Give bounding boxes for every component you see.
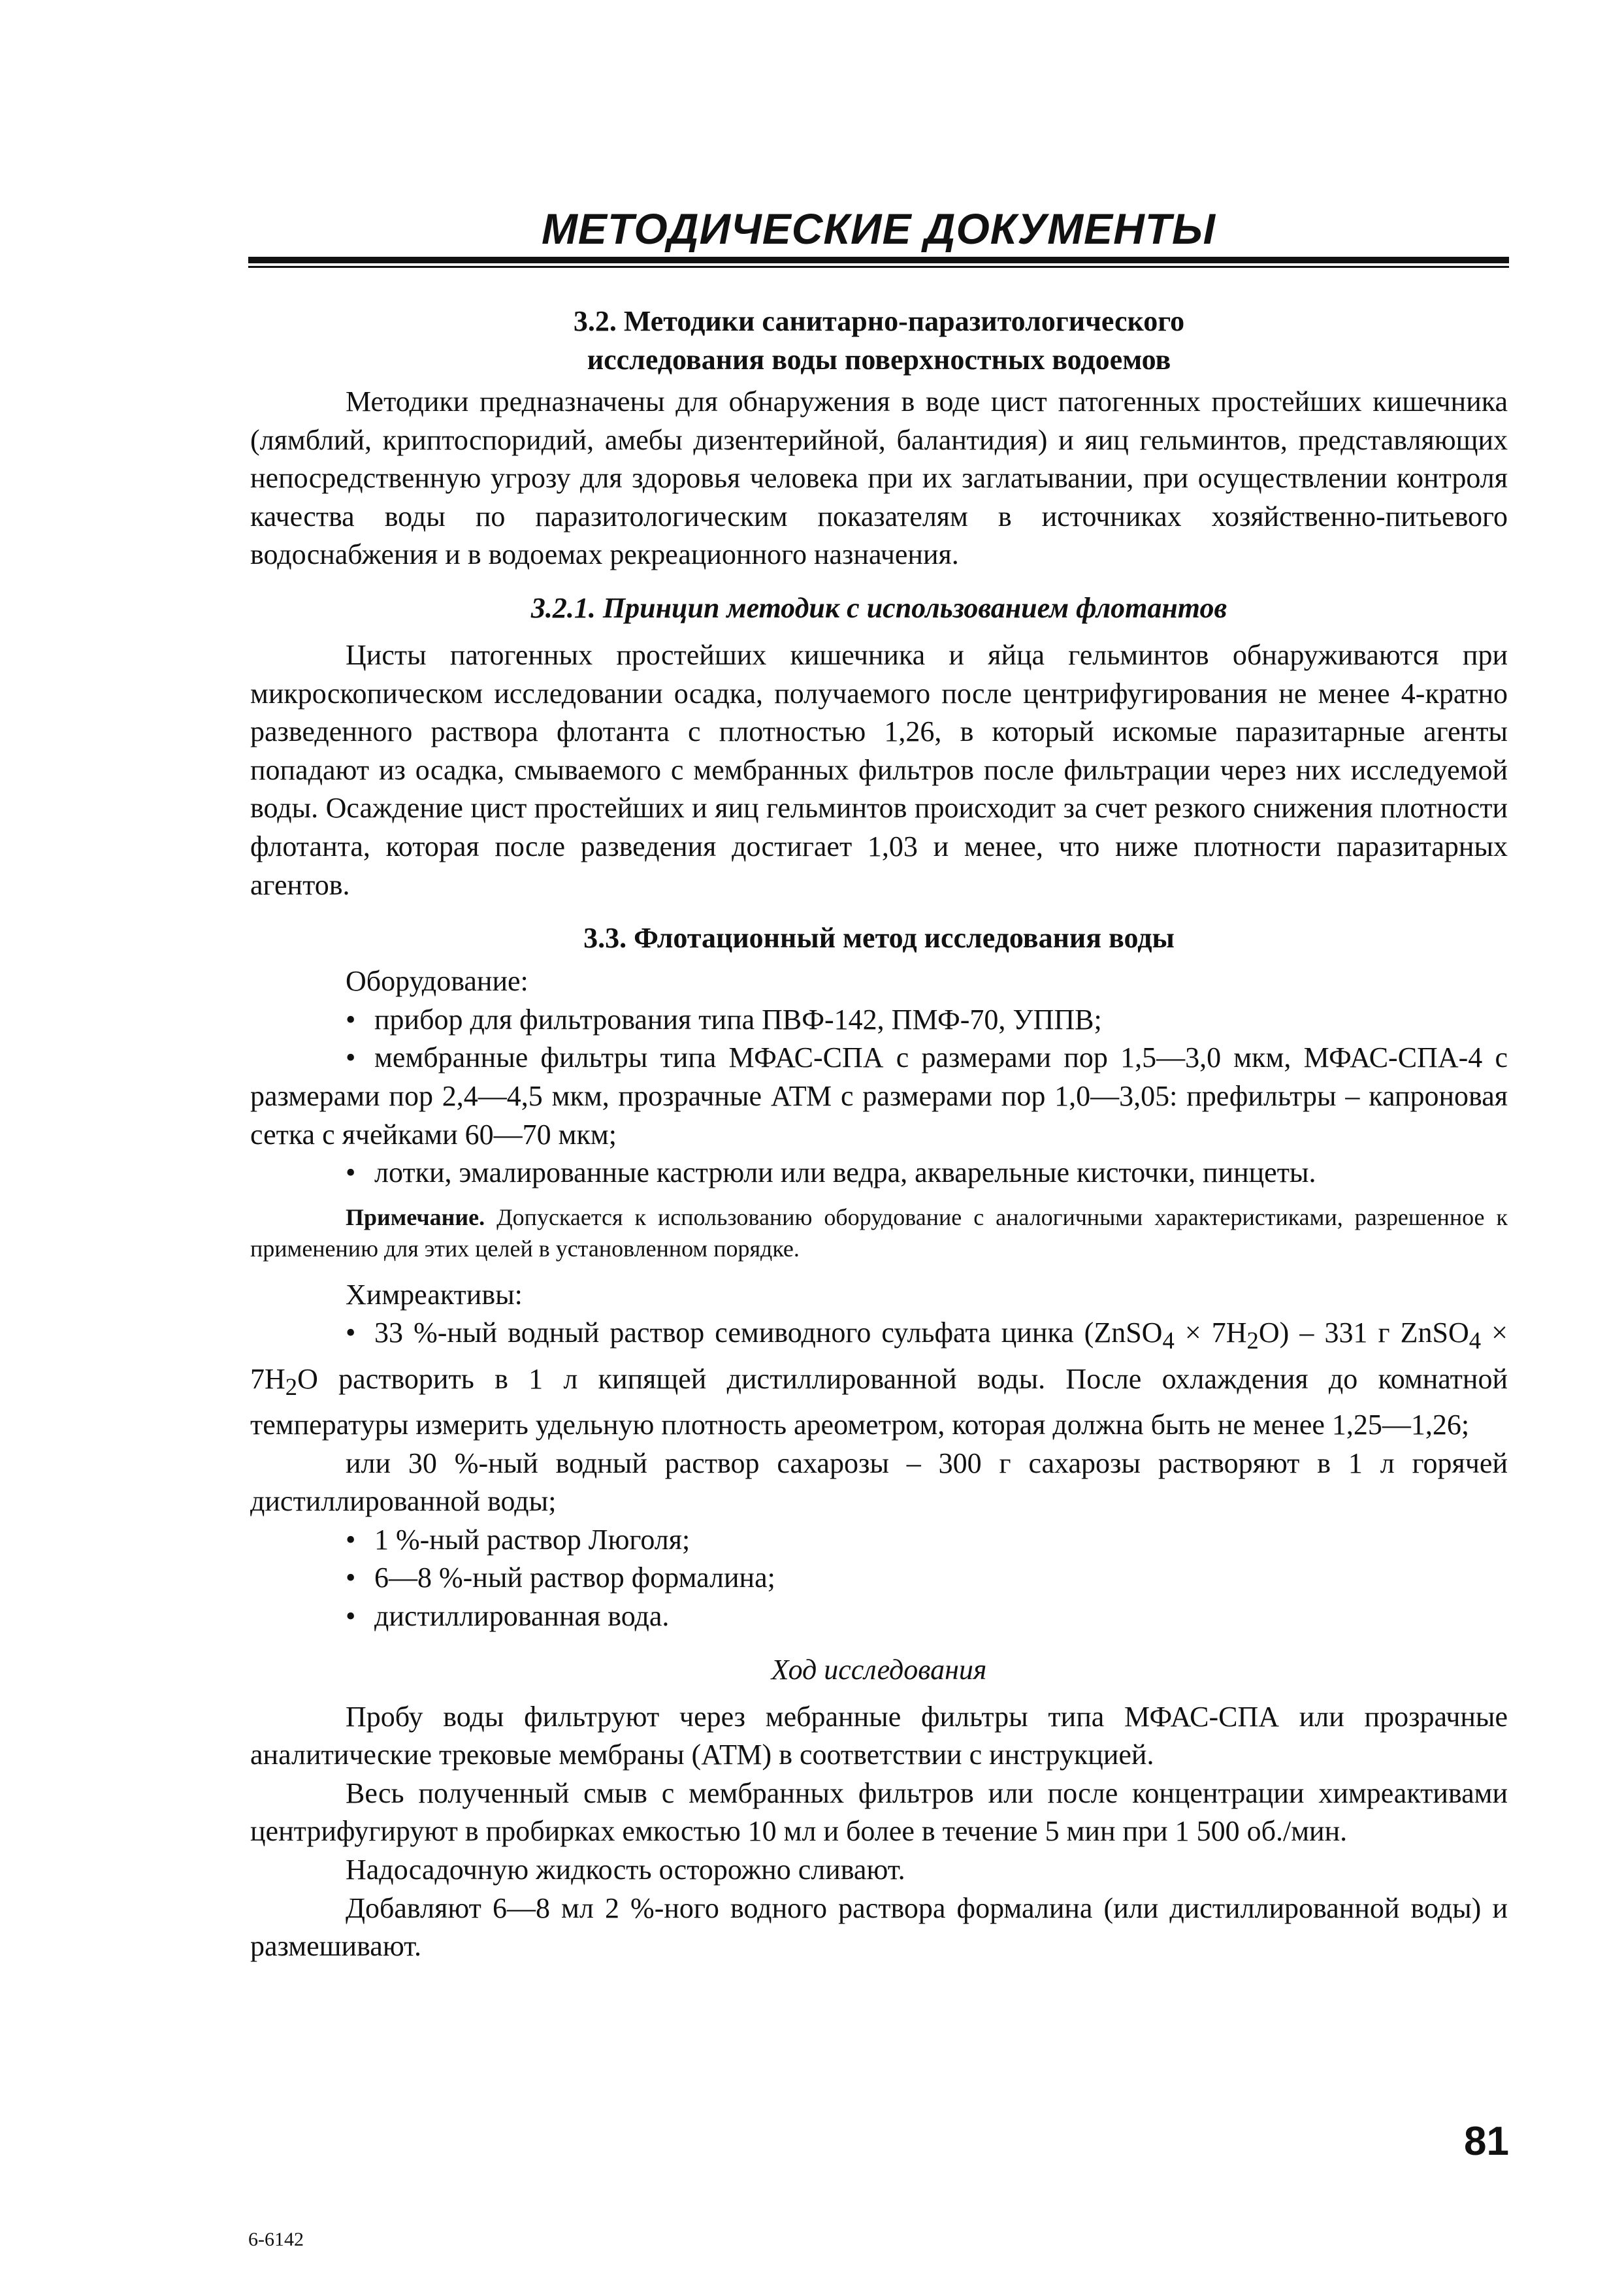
equipment-item: • прибор для фильтрования типа ПВФ-142, ПМФ-70, УППВ; <box>250 1001 1508 1040</box>
section-3-2-paragraph: Методики предназначены для обнаружения в воде цист патогенных простейших кишечника (лямблий, криптоспоридий, амебы дизентерийной, балантидия) и яиц гельминтов, представляющих непосредственную угрозу для здоровья человека при их заглатывании, при осуществлении контроля качества воды по паразитологическим показателям в источниках хозяйственно-питьевого водоснабжения и в водоемах рекреационного назначения. <box>250 385 1508 571</box>
document-body <box>250 302 1508 1966</box>
section-3-2-heading-line2: исследования воды поверхностных водоемов <box>587 344 1171 376</box>
footer-code: 6-6142 <box>248 2229 304 2250</box>
procedure-paragraph: Пробу воды фильтруют через мебранные фильтры типа МФАС-СПА или прозрачные аналитические трековые мембраны (АТМ) в соответствии с инструкцией. <box>250 1700 1508 1771</box>
note-text: Допускается к использованию оборудование с аналогичными характеристиками, разрешенное к применению для этих целей в установленном порядке. <box>250 1203 1508 1262</box>
reagent-item: • дистиллированная вода. <box>250 1597 1508 1636</box>
section-3-3-heading: 3.3. Флотационный метод исследования воды <box>583 922 1175 955</box>
note-label: Примечание. <box>346 1203 485 1230</box>
page-number: 81 <box>1464 2119 1509 2164</box>
reagent-item: • 6—8 %-ный раствор формалина; <box>250 1559 1508 1597</box>
equipment-item: • лотки, эмалированные кастрюли или ведра, акварельные кисточки, пинцеты. <box>250 1154 1508 1192</box>
page-header-title: МЕТОДИЧЕСКИЕ ДОКУМЕНТЫ <box>541 205 1216 253</box>
header-rule-thin <box>248 266 1509 268</box>
section-3-2-1-heading: 3.2.1. Принцип методик с использованием флотантов <box>530 591 1227 624</box>
procedure-paragraph: Весь полученный смыв с мембранных фильтров или после концентрации химреактивами центрифугируют в пробирках емкостью 10 мл и более в течение 5 мин при 1 500 об./мин. <box>250 1776 1508 1848</box>
equipment-label: Оборудование: <box>346 965 528 998</box>
procedure-paragraph: Надосадочную жидкость осторожно сливают. <box>346 1854 905 1886</box>
procedure-paragraph: Добавляют 6—8 мл 2 %-ного водного раствора формалина (или дистиллированной воды) и размешивают. <box>250 1891 1508 1963</box>
equipment-item: • мембранные фильтры типа МФАС-СПА с размерами пор 1,5—3,0 мкм, МФАС-СПА-4 с размерами пор 2,4—4,5 мкм, прозрачные АТМ с размерами пор 1,0—3,05: префильтры – капроновая сетка с ячейками 60—70 мкм; <box>250 1039 1508 1154</box>
reagent-item-zinc-sulfate: • 33 %-ный водный раствор семиводного сульфата цинка (ZnSO$_4$ × $7H_2O) - 331$ г ZnSO$_4$ × $7H_2O$ растворить в 1 л кипящей дистиллированной воды. После охлаждения до комнатной температуры измерить удельную плотность ареометром, которая должна быть не менее 1,25—1,26; <box>250 1314 1508 1444</box>
procedure-heading: Ход исследования <box>771 1653 987 1686</box>
reagent-alternative: или 30 %-ный водный раствор сахарозы – 300 г сахарозы растворяют в 1 л горячей дистиллированной воды; <box>250 1447 1508 1518</box>
reagent-item: • 1 %-ный раствор Люголя; <box>250 1521 1508 1560</box>
section-3-2-1-paragraph: Цисты патогенных простейших кишечника и яйца гельминтов обнаруживаются при микроскопическом исследовании осадка, получаемого после центрифугирования не менее 4-кратно разведенного раствора флотанта с плотностью 1,26, в который искомые паразитарные агенты попадают из осадка, смываемого с мембранных фильтров после фильтрации через них исследуемой воды. Осаждение цист простейших и яиц гельминтов происходит за счет резкого снижения плотности флотанта, которая после разведения достигает 1,03 и менее, что ниже плотности паразитарных агентов. <box>250 638 1508 901</box>
header-rule-thick <box>248 257 1509 263</box>
section-3-2-heading-line1: 3.2. Методики санитарно-паразитологического <box>573 305 1185 337</box>
reagents-label: Химреактивы: <box>346 1278 523 1311</box>
equipment-note <box>250 1202 1508 1264</box>
